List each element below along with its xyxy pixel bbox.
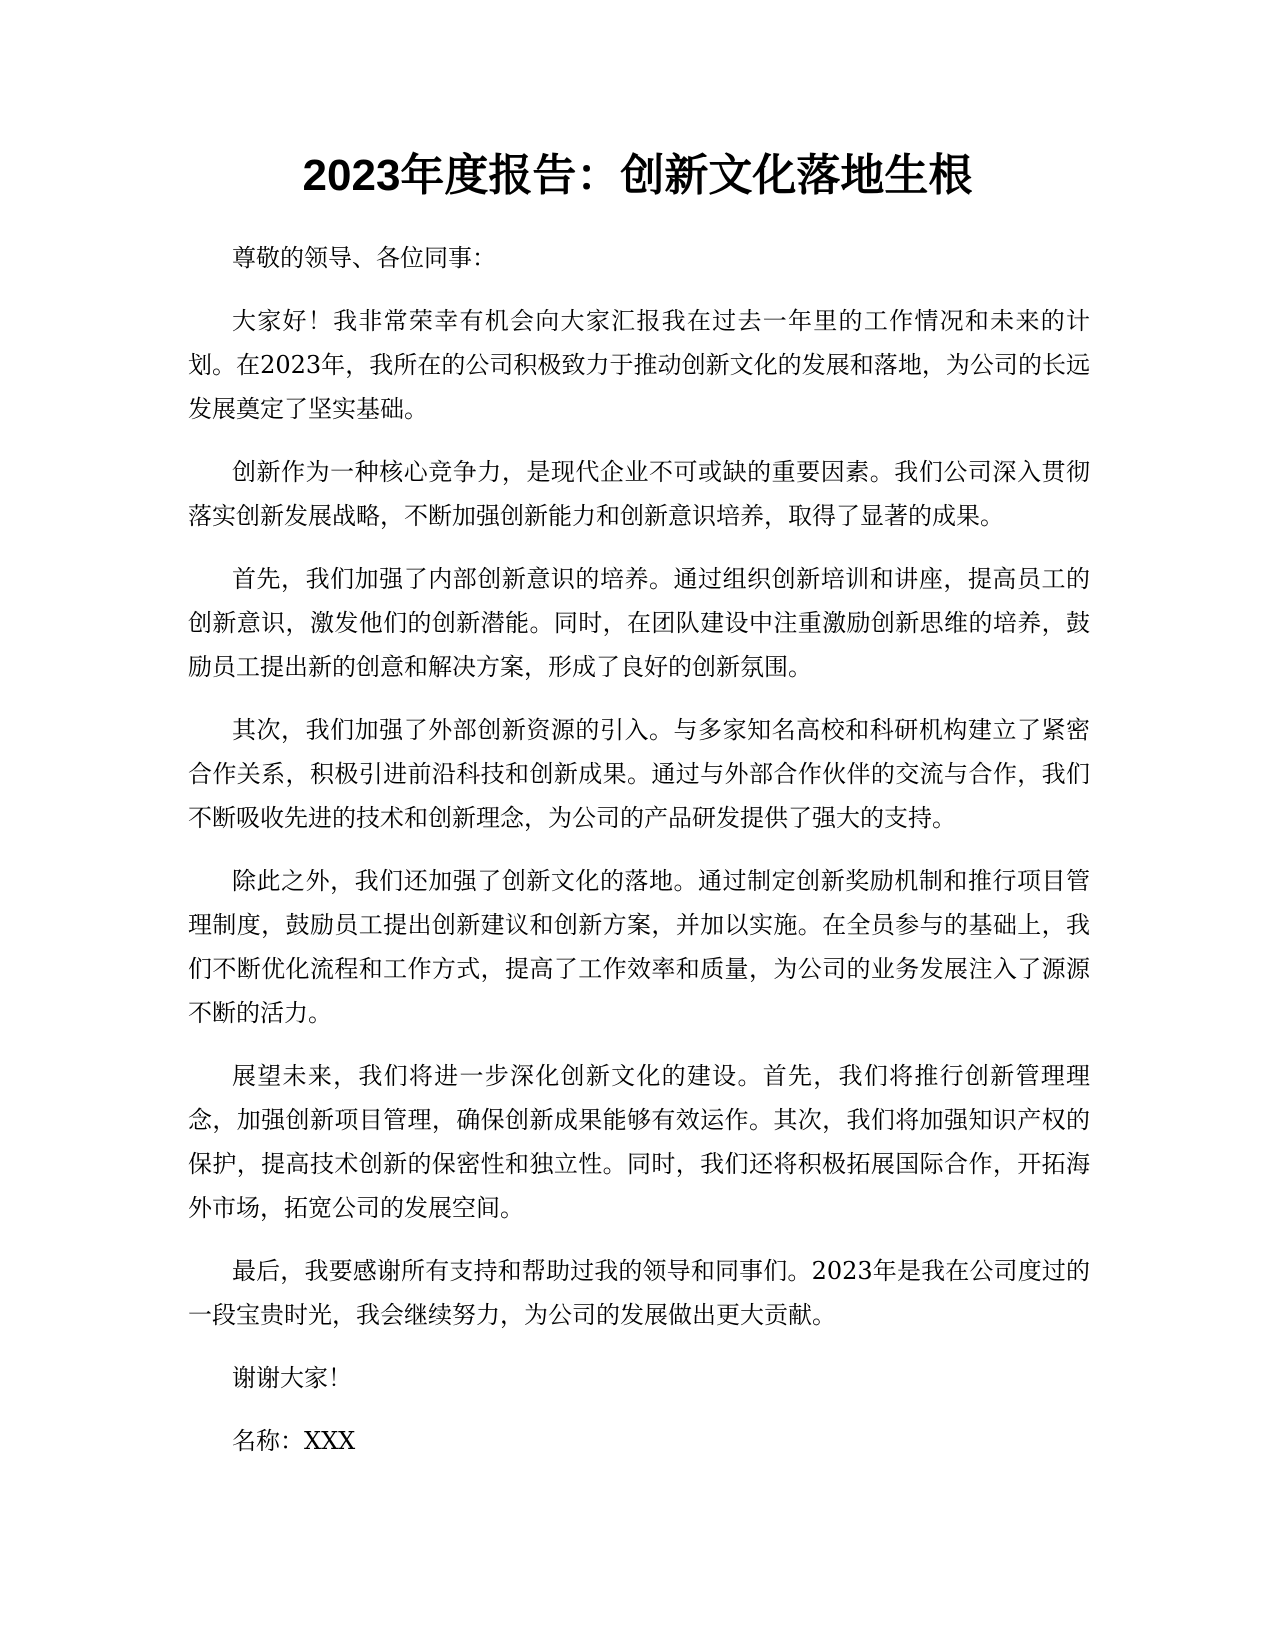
salutation: 尊敬的领导、各位同事： [232, 244, 496, 272]
signature: 名称：XXX [232, 1427, 356, 1455]
closing: 谢谢大家！ [232, 1364, 352, 1392]
paragraph-5: 除此之外，我们还加强了创新文化的落地。通过制定创新奖励机制和推行项目管理制度，鼓励员工提出创新建议和创新方案，并加以实施。在全员参与的基础上，我们不断优化流程和工作方式，提高了工作效率和质量，为公司的业务发展注入了源源不断的活力。 [188, 867, 1090, 1027]
paragraph-4: 其次，我们加强了外部创新资源的引入。与多家知名高校和科研机构建立了紧密合作关系，积极引进前沿科技和创新成果。通过与外部合作伙伴的交流与合作，我们不断吸收先进的技术和创新理念，为公司的产品研发提供了强大的支持。 [188, 716, 1090, 832]
paragraph-6: 展望未来，我们将进一步深化创新文化的建设。首先，我们将推行创新管理理念，加强创新项目管理，确保创新成果能够有效运作。其次，我们将加强知识产权的保护，提高技术创新的保密性和独立性。同时，我们还将积极拓展国际合作，开拓海外市场，拓宽公司的发展空间。 [188, 1062, 1090, 1222]
document-title: 2023年度报告：创新文化落地生根 [302, 151, 973, 200]
paragraph-3: 首先，我们加强了内部创新意识的培养。通过组织创新培训和讲座，提高员工的创新意识，激发他们的创新潜能。同时，在团队建设中注重激励创新思维的培养，鼓励员工提出新的创意和解决方案，形成了良好的创新氛围。 [188, 565, 1090, 681]
paragraph-1: 大家好！我非常荣幸有机会向大家汇报我在过去一年里的工作情况和未来的计划。在2023年，我所在的公司积极致力于推动创新文化的发展和落地，为公司的长远发展奠定了坚实基础。 [188, 307, 1090, 423]
document-body [188, 236, 1090, 1482]
paragraph-2: 创新作为一种核心竞争力，是现代企业不可或缺的重要因素。我们公司深入贯彻落实创新发展战略，不断加强创新能力和创新意识培养，取得了显著的成果。 [188, 458, 1090, 530]
paragraph-7: 最后，我要感谢所有支持和帮助过我的领导和同事们。2023年是我在公司度过的一段宝贵时光，我会继续努力，为公司的发展做出更大贡献。 [188, 1257, 1090, 1329]
